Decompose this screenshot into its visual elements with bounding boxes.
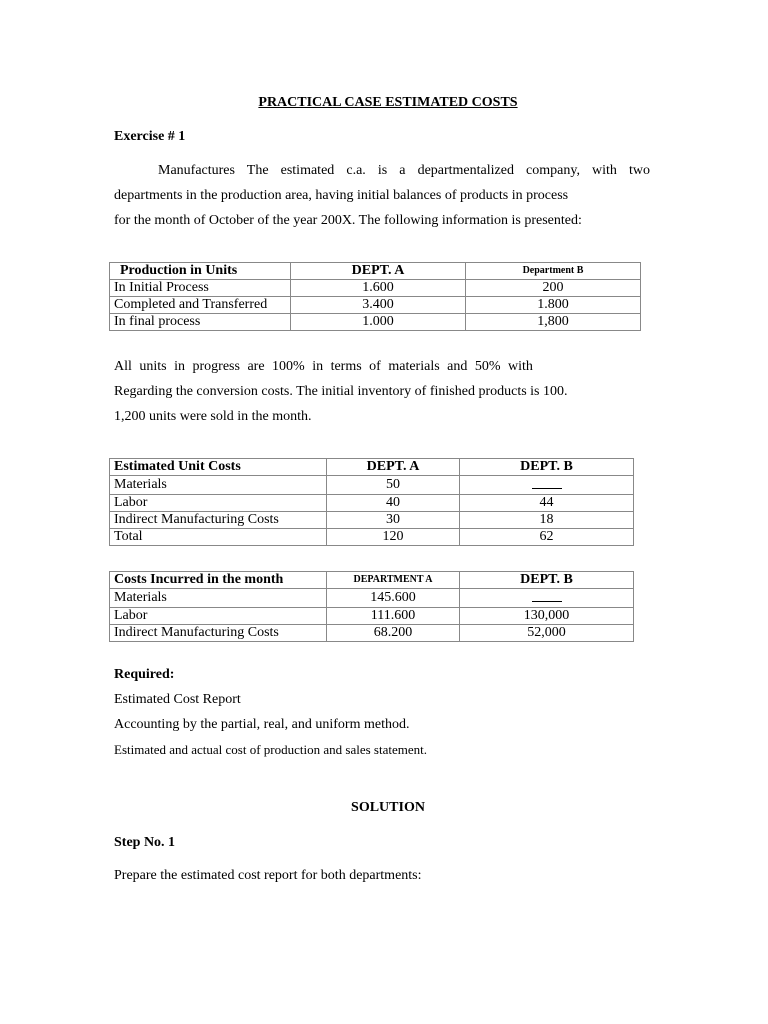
table-row — [110, 512, 634, 529]
progress-line: Regarding the conversion costs. The initial inventory of finished products is 100. — [114, 384, 568, 399]
exercise-heading: Exercise # 1 — [114, 129, 186, 144]
table-header: Costs Incurred in the month — [110, 572, 327, 589]
intro-paragraph — [114, 158, 650, 233]
table-cell: 111.600 — [327, 608, 460, 625]
solution-heading: SOLUTION — [351, 800, 425, 815]
table-cell: Indirect Manufacturing Costs — [110, 625, 327, 642]
table-cell: Materials — [110, 589, 327, 608]
table-header: DEPARTMENT A — [327, 572, 460, 589]
required-item: Accounting by the partial, real, and uniform method. — [114, 717, 410, 732]
table-row — [110, 589, 634, 608]
table-cell: Total — [110, 529, 327, 546]
intro-line: for the month of October of the year 200X. The following information is presented: — [114, 213, 582, 228]
table-cell: 1,800 — [466, 314, 641, 331]
progress-line: 1,200 units were sold in the month. — [114, 409, 312, 424]
step-heading: Step No. 1 — [114, 835, 176, 850]
document-title: PRACTICAL CASE ESTIMATED COSTS — [258, 95, 518, 110]
required-heading: Required: — [114, 667, 175, 682]
table-cell: 145.600 — [327, 589, 460, 608]
table-header: DEPT. B — [460, 459, 634, 476]
table-cell — [460, 476, 634, 495]
table-cell: 130,000 — [460, 608, 634, 625]
table-cell: 40 — [327, 495, 460, 512]
table-cell: Labor — [110, 608, 327, 625]
table-cell: 52,000 — [460, 625, 634, 642]
table-row — [110, 280, 641, 297]
table-header-row — [110, 459, 634, 476]
incurred-costs-table — [109, 571, 634, 642]
table-row — [110, 476, 634, 495]
table-cell: 200 — [466, 280, 641, 297]
table-header: Estimated Unit Costs — [110, 459, 327, 476]
table-cell: 68.200 — [327, 625, 460, 642]
progress-paragraph — [114, 354, 650, 429]
table-cell: 120 — [327, 529, 460, 546]
table-row — [110, 625, 634, 642]
table-cell: 1.000 — [291, 314, 466, 331]
table-cell: Indirect Manufacturing Costs — [110, 512, 327, 529]
table-row — [110, 529, 634, 546]
table-header-row — [110, 263, 641, 280]
table-cell: In final process — [110, 314, 291, 331]
required-item: Estimated and actual cost of production and sales statement. — [114, 742, 427, 757]
estimated-costs-table — [109, 458, 634, 546]
table-header-row — [110, 572, 634, 589]
table-header: Production in Units — [110, 263, 291, 280]
table-cell: 1.600 — [291, 280, 466, 297]
progress-line: All units in progress are 100% in terms of materials and 50% with — [114, 359, 533, 374]
table-cell: Materials — [110, 476, 327, 495]
table-row — [110, 608, 634, 625]
required-item: Estimated Cost Report — [114, 692, 241, 707]
blank-line — [532, 589, 562, 602]
table-cell — [460, 589, 634, 608]
table-cell: Labor — [110, 495, 327, 512]
table-cell: Completed and Transferred — [110, 297, 291, 314]
table-cell: 3.400 — [291, 297, 466, 314]
table-cell: 44 — [460, 495, 634, 512]
table-cell: 1.800 — [466, 297, 641, 314]
table-cell: 62 — [460, 529, 634, 546]
table-header: DEPT. A — [291, 263, 466, 280]
blank-line — [532, 476, 562, 489]
table-cell: In Initial Process — [110, 280, 291, 297]
table-cell: 50 — [327, 476, 460, 495]
table-row — [110, 297, 641, 314]
table-cell: 18 — [460, 512, 634, 529]
table-header: Department B — [466, 263, 641, 280]
table-row — [110, 495, 634, 512]
step-text: Prepare the estimated cost report for both departments: — [114, 868, 422, 883]
table-header: DEPT. A — [327, 459, 460, 476]
table-header: DEPT. B — [460, 572, 634, 589]
production-table — [109, 262, 641, 331]
intro-line: departments in the production area, having initial balances of products in process — [114, 188, 569, 203]
table-row — [110, 314, 641, 331]
intro-line: Manufactures The estimated c.a. is a departmentalized company, with two — [158, 163, 650, 178]
table-cell: 30 — [327, 512, 460, 529]
